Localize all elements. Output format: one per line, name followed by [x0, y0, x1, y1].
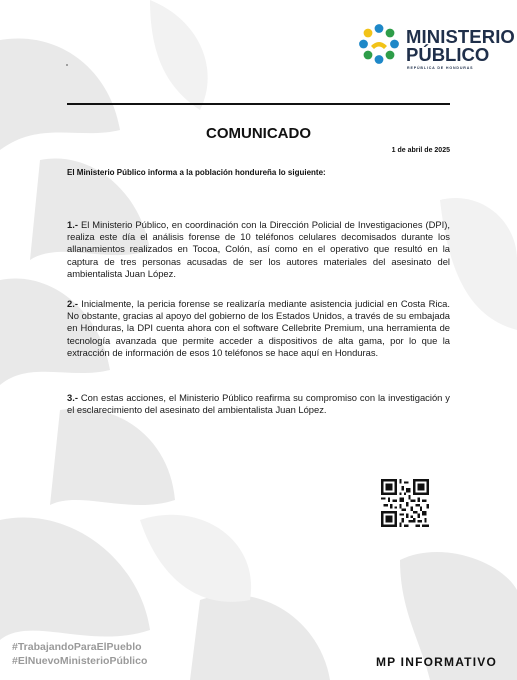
logo-line-2: PÚBLICO: [406, 44, 490, 65]
paragraph-number: 2.-: [67, 298, 78, 309]
document-date: 1 de abril de 2025: [391, 147, 450, 154]
paragraph-1: [67, 219, 450, 280]
ministerio-publico-logo-icon: [356, 22, 402, 68]
ministerio-publico-logo: [356, 22, 515, 74]
hashtag-trabajando[interactable]: #TrabajandoParaElPueblo: [12, 641, 142, 653]
footer-brand: MP INFORMATIVO: [375, 655, 497, 669]
paragraph-number: 1.-: [67, 219, 78, 230]
qr-code-icon[interactable]: [381, 479, 429, 527]
paragraph-2: [67, 298, 450, 359]
header-rule: [67, 103, 450, 105]
footer-hashtags: [12, 640, 147, 668]
document-intro: El Ministerio Público informa a la población hondureña lo siguiente:: [67, 168, 326, 177]
paragraph-number: 3.-: [67, 392, 78, 403]
document-title: COMUNICADO: [206, 125, 311, 142]
paragraph-text: Inicialmente, la pericia forense se realizaría mediante asistencia judicial en Costa Rica. No obstante, gracias al apoyo del gobierno de los Estados Unidos, a través de su embajada en Honduras, la DPI cuenta ahora con el software Cellebrite Premium, una herramienta de tecnología avanzada que permite acceder a dispositivos de alta gama, por lo que la extracción de información de esos 10 teléfonos se hace aquí en Honduras.: [67, 298, 450, 358]
logo-subtitle: REPÚBLICA DE HONDURAS: [407, 66, 474, 70]
paragraph-3: [67, 392, 450, 416]
logo-line-1: MINISTERIO: [406, 26, 515, 47]
paragraph-text: El Ministerio Público, en coordinación con la Dirección Policial de Investigaciones (DPI), realiza este día el análisis forense de 10 teléfonos celulares decomisados durante los allanamientos realizados en Tocoa, Colón, así como en el operativo que resultó en la captura de tres personas acusadas de ser los autores materiales del asesinato del ambientalista Juan López.: [67, 219, 450, 279]
hashtag-nuevo-ministerio[interactable]: #ElNuevoMinisterioPúblico: [12, 655, 148, 667]
paragraph-text: Con estas acciones, el Ministerio Público reafirma su compromiso con la investigación y el esclarecimiento del asesinato del ambientalista Juan López.: [67, 392, 450, 416]
decorative-dot: [66, 64, 68, 66]
